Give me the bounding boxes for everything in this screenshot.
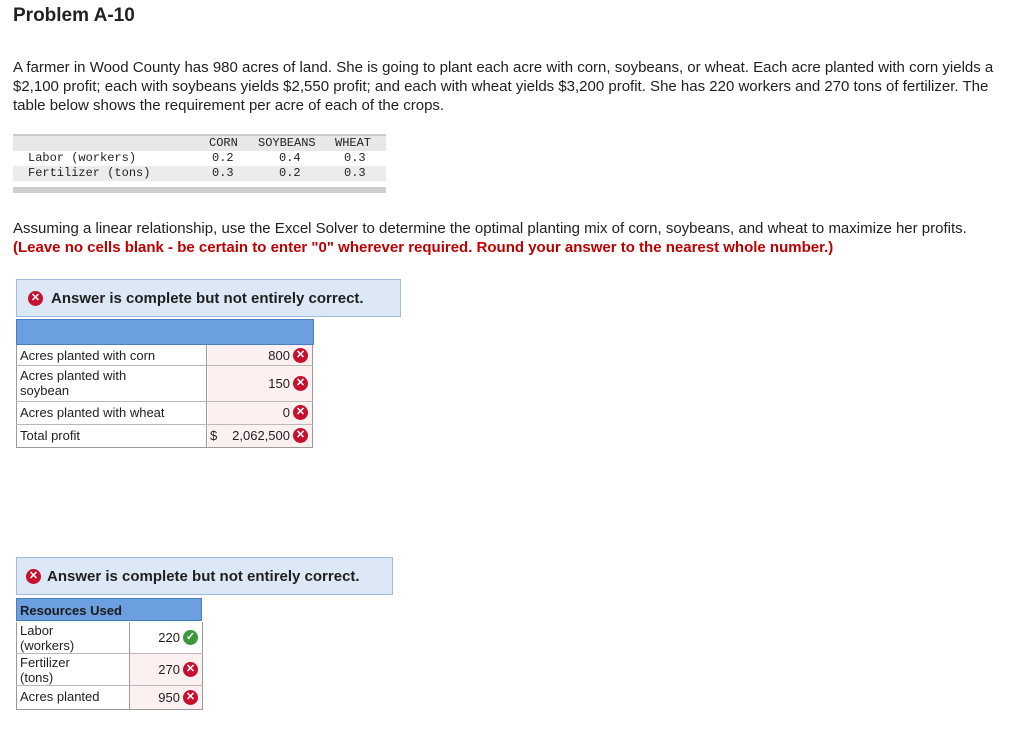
req-cell: 0.3 bbox=[344, 151, 366, 165]
acres-planted-input[interactable] bbox=[130, 686, 203, 709]
cell-value: 270 bbox=[158, 662, 180, 677]
labor-used-input[interactable] bbox=[130, 622, 203, 653]
currency-symbol: $ bbox=[210, 428, 218, 443]
x-circle-icon: ✕ bbox=[28, 291, 43, 306]
instructions-text bbox=[13, 219, 1003, 257]
req-cell: 0.2 bbox=[212, 151, 234, 165]
wheat-acres-input[interactable] bbox=[208, 402, 313, 424]
row-label: Fertilizer (tons) bbox=[20, 655, 70, 685]
req-cell: 0.4 bbox=[279, 151, 301, 165]
row-label: Acres planted with corn bbox=[16, 345, 207, 365]
x-circle-icon: ✕ bbox=[26, 569, 41, 584]
row-label: Acres planted bbox=[16, 686, 130, 709]
cell-value: 150 bbox=[268, 376, 290, 391]
req-header-wheat: WHEAT bbox=[335, 136, 372, 150]
row-label: Acres planted with soybean bbox=[20, 368, 127, 398]
soybean-acres-input[interactable] bbox=[208, 366, 313, 401]
req-cell: 0.3 bbox=[212, 166, 234, 180]
table-row bbox=[16, 622, 203, 654]
cell-value: 220 bbox=[158, 630, 180, 645]
banner-text: Answer is complete but not entirely correct. bbox=[47, 568, 360, 585]
problem-statement: A farmer in Wood County has 980 acres of land. She is going to plant each acre with corn, soybeans, or wheat. Each acre planted with corn yields a $2,100 profit; each with soybeans yields $2,550 profit; and each with wheat yields $3,200 profit. She has 220 workers and 270 tons of fertilizer. The table below shows the requirement per acre of each of the crops. bbox=[13, 59, 994, 114]
table-row bbox=[16, 654, 203, 686]
req-cell: 0.3 bbox=[344, 166, 366, 180]
row-label: Total profit bbox=[16, 425, 207, 447]
resources-status-banner bbox=[16, 557, 393, 595]
req-cell: 0.2 bbox=[279, 166, 301, 180]
req-row-label: Labor (workers) bbox=[28, 151, 137, 165]
answer-table-header bbox=[16, 319, 314, 345]
x-circle-icon: ✕ bbox=[293, 405, 308, 420]
row-label: Acres planted with wheat bbox=[16, 402, 207, 424]
resources-header: Resources Used bbox=[16, 598, 202, 621]
answer-status-banner bbox=[16, 279, 401, 317]
instructions-body: Assuming a linear relationship, use the Excel Solver to determine the optimal planting mix of corn, soybeans, and wheat to maximize her profits. bbox=[13, 220, 967, 237]
table-row bbox=[16, 402, 313, 425]
banner-text: Answer is complete but not entirely correct. bbox=[51, 290, 364, 307]
x-circle-icon: ✕ bbox=[293, 376, 308, 391]
cell-value: 2,062,500 bbox=[232, 428, 290, 443]
x-circle-icon: ✕ bbox=[293, 348, 308, 363]
row-label: Labor (workers) bbox=[20, 623, 75, 653]
req-header-soybeans: SOYBEANS bbox=[258, 136, 316, 150]
x-circle-icon: ✕ bbox=[293, 428, 308, 443]
total-profit-input[interactable] bbox=[208, 425, 313, 447]
req-row-label: Fertilizer (tons) bbox=[28, 166, 151, 180]
table-row bbox=[16, 366, 313, 402]
cell-value: 0 bbox=[282, 405, 290, 420]
x-circle-icon: ✕ bbox=[183, 662, 198, 677]
check-circle-icon: ✓ bbox=[183, 630, 198, 645]
instructions-warning: (Leave no cells blank - be certain to enter "0" wherever required. Round your answer to the nearest whole number.) bbox=[13, 239, 834, 256]
x-circle-icon: ✕ bbox=[183, 690, 198, 705]
table-row bbox=[16, 345, 313, 366]
table-row bbox=[16, 425, 313, 448]
cell-value: 950 bbox=[158, 690, 180, 705]
req-header-corn: CORN bbox=[209, 136, 238, 150]
requirements-table bbox=[13, 134, 386, 194]
problem-title: Problem A-10 bbox=[13, 5, 135, 26]
fertilizer-used-input[interactable] bbox=[130, 654, 203, 685]
cell-value: 800 bbox=[268, 348, 290, 363]
table-row bbox=[16, 686, 203, 710]
corn-acres-input[interactable] bbox=[208, 345, 313, 365]
